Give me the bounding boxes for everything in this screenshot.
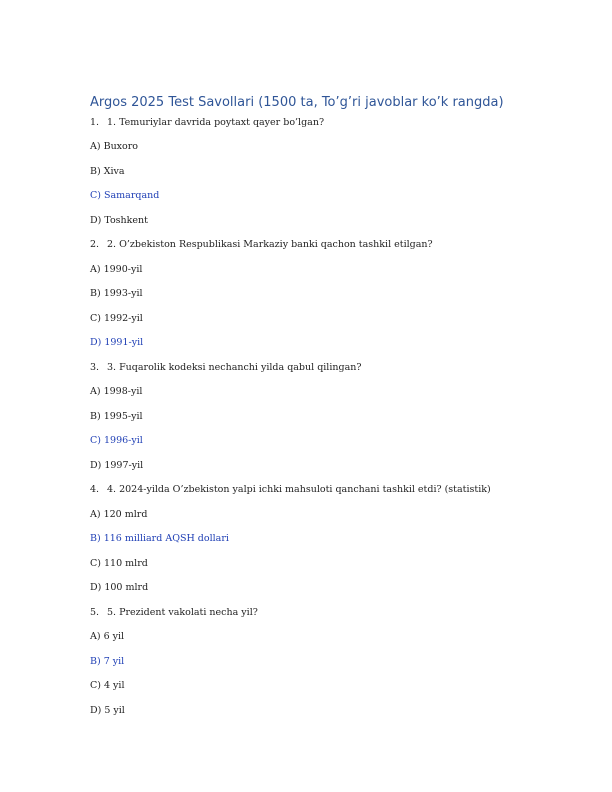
option-2b: B) 1993-yil <box>90 288 143 299</box>
option-5d: D) 5 yil <box>90 705 125 716</box>
option-3c-correct: C) 1996-yil <box>90 435 143 446</box>
question-number: 2. <box>90 239 100 250</box>
option-4c: C) 110 mlrd <box>90 558 148 569</box>
question-2 <box>90 239 433 250</box>
option-2c: C) 1992-yil <box>90 313 143 324</box>
option-5a: A) 6 yil <box>90 631 125 642</box>
option-2a: A) 1990-yil <box>90 264 143 275</box>
document-title: Argos 2025 Test Savollari (1500 ta, To’g’ri javoblar ko’k rangda) <box>90 95 504 110</box>
option-2d-correct: D) 1991-yil <box>90 337 144 348</box>
option-1a: A) Buxoro <box>90 141 139 152</box>
question-number: 3. <box>90 362 100 373</box>
option-4a: A) 120 mlrd <box>90 509 148 520</box>
question-number: 5. <box>90 607 100 618</box>
question-number: 4. <box>90 484 100 495</box>
question-text: 4. 2024-yilda O’zbekiston yalpi ichki mahsuloti qanchani tashkil etdi? (statistik) <box>107 484 491 495</box>
question-5 <box>90 607 258 618</box>
question-text: 3. Fuqarolik kodeksi nechanchi yilda qabul qilingan? <box>107 362 362 373</box>
option-3a: A) 1998-yil <box>90 386 143 397</box>
option-1d: D) Toshkent <box>90 215 148 226</box>
option-5b-correct: B) 7 yil <box>90 656 125 667</box>
question-text: 5. Prezident vakolati necha yil? <box>107 607 258 618</box>
question-text: 2. O’zbekiston Respublikasi Markaziy banki qachon tashkil etilgan? <box>107 239 433 250</box>
option-5c: C) 4 yil <box>90 680 125 691</box>
question-1 <box>90 117 324 128</box>
option-4b-correct: B) 116 milliard AQSH dollari <box>90 533 229 544</box>
option-4d: D) 100 mlrd <box>90 582 149 593</box>
option-1b: B) Xiva <box>90 166 125 177</box>
option-1c-correct: C) Samarqand <box>90 190 160 201</box>
question-4 <box>90 484 491 495</box>
question-number: 1. <box>90 117 100 128</box>
question-3 <box>90 362 361 373</box>
option-3b: B) 1995-yil <box>90 411 143 422</box>
question-text: 1. Temuriylar davrida poytaxt qayer bo’lgan? <box>107 117 325 128</box>
option-3d: D) 1997-yil <box>90 460 144 471</box>
